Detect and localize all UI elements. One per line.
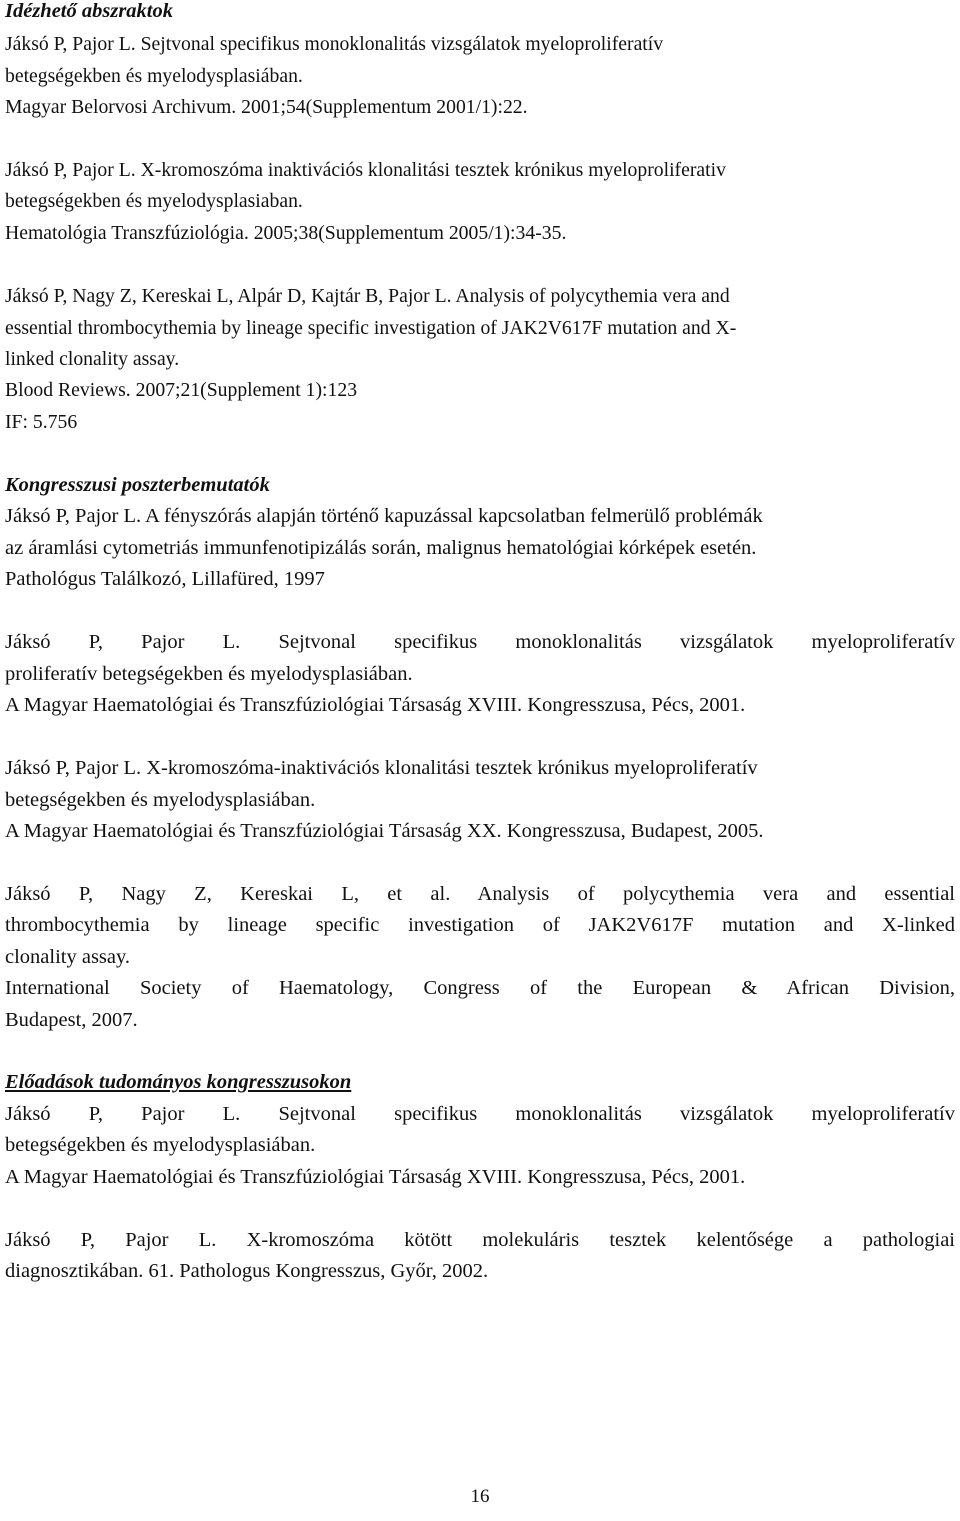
poster-3-line-3: A Magyar Haematológiai és Transzfúziológiai Társaság XX. Kongresszusa, Budapest, 2005. [5,820,764,842]
poster-4-line-3: clonality assay. [5,946,131,968]
talk-1-line-1: Jáksó P, Pajor L. Sejtvonal specifikus monoklonalitás vizsgálatok myeloproliferatív [5,1103,955,1125]
poster-1-line-1: Jáksó P, Pajor L. A fényszórás alapján történő kapuzással kapcsolatban felmerülő problémák [5,505,763,527]
poster-4-line-2: thrombocythemia by lineage specific investigation of JAK2V617F mutation and X-linked [5,914,955,936]
abstract-3-line-4: Blood Reviews. 2007;21(Supplement 1):123 [5,379,358,401]
poster-4-line-5: Budapest, 2007. [5,1009,138,1031]
abstract-3-line-3: linked clonality assay. [5,348,180,370]
abstract-1-line-2: betegségekben és myelodysplasiában. [5,65,303,87]
talk-2-line-1: Jáksó P, Pajor L. X-kromoszóma kötött molekuláris tesztek kelentősége a pathologiai [5,1229,955,1251]
section-heading-congress-posters: Kongresszusi poszterbemutatók [5,474,270,496]
poster-3-line-2: betegségekben és myelodysplasiában. [5,789,316,811]
poster-4-line-1: Jáksó P, Nagy Z, Kereskai L, et al. Analysis of polycythemia vera and essential [5,883,955,905]
poster-2-line-3: A Magyar Haematológiai és Transzfúziológiai Társaság XVIII. Kongresszusa, Pécs, 2001. [5,694,746,716]
poster-2-line-1: Jáksó P, Pajor L. Sejtvonal specifikus monoklonalitás vizsgálatok myeloproliferatív [5,631,955,653]
poster-2-line-2: proliferatív betegségekben és myelodysplasiában. [5,663,413,685]
poster-4-line-4: International Society of Haematology, Congress of the European & African Division, [5,977,955,999]
section-heading-citable-abstracts: Idézhető abszraktok [5,0,174,22]
abstract-1-line-1: Jáksó P, Pajor L. Sejtvonal specifikus monoklonalitás vizsgálatok myeloproliferatív [5,33,664,55]
talk-2-line-2: diagnosztikában. 61. Pathologus Kongresszus, Győr, 2002. [5,1260,489,1282]
abstract-3-line-5: IF: 5.756 [5,411,78,433]
abstract-3-line-1: Jáksó P, Nagy Z, Kereskai L, Alpár D, Kajtár B, Pajor L. Analysis of polycythemia vera and [5,285,730,307]
poster-3-line-1: Jáksó P, Pajor L. X-kromoszóma-inaktivációs klonalitási tesztek krónikus myeloproliferatív [5,757,758,779]
abstract-3-line-2: essential thrombocythemia by lineage specific investigation of JAK2V617F mutation and X- [5,317,737,339]
abstract-1-line-3: Magyar Belorvosi Archivum. 2001;54(Supplementum 2001/1):22. [5,96,528,118]
page-number: 16 [470,1486,490,1507]
poster-1-line-3: Pathológus Találkozó, Lillafüred, 1997 [5,568,325,590]
abstract-2-line-2: betegségekben és myelodysplasiaban. [5,190,303,212]
section-heading-congress-talks: Előadások tudományos kongresszusokon [5,1071,352,1093]
poster-1-line-2: az áramlási cytometriás immunfenotipizálás során, malignus hematológiai kórképek esetén. [5,537,757,559]
abstract-2-line-1: Jáksó P, Pajor L. X-kromoszóma inaktivációs klonalitási tesztek krónikus myeloproliferativ [5,159,726,181]
talk-1-line-2: betegségekben és myelodysplasiában. [5,1134,316,1156]
abstract-2-line-3: Hematológia Transzfúziológia. 2005;38(Supplementum 2005/1):34-35. [5,222,567,244]
talk-1-line-3: A Magyar Haematológiai és Transzfúziológiai Társaság XVIII. Kongresszusa, Pécs, 2001. [5,1166,746,1188]
